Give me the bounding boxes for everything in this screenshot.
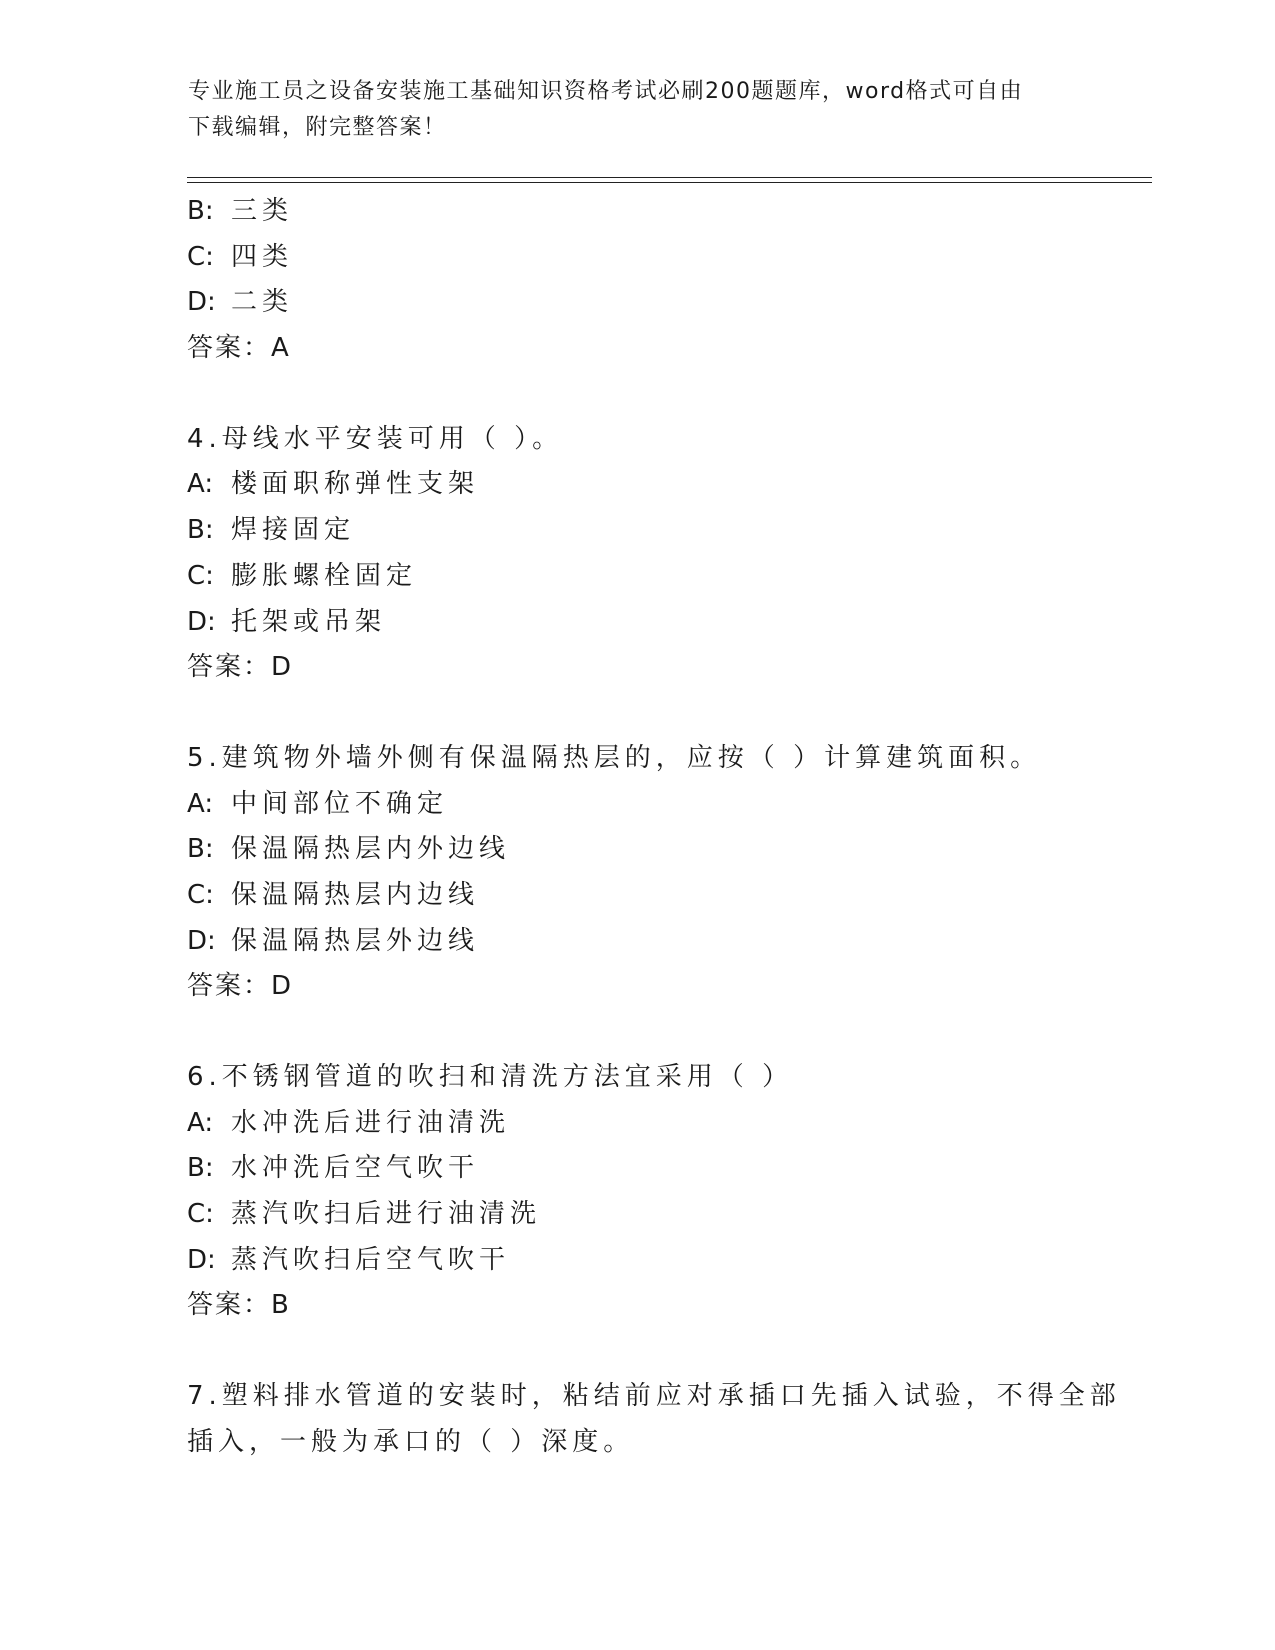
- option-text: 保温隔热层外边线: [231, 925, 480, 956]
- option-key: B:: [187, 1153, 214, 1184]
- option-text: 水冲洗后空气吹干: [231, 1153, 480, 1184]
- option-key: C:: [187, 1199, 214, 1230]
- question-block-5: [187, 736, 1147, 1010]
- option-b: [187, 508, 1147, 554]
- question-list: [187, 189, 1147, 1466]
- option-text: 蒸汽吹扫后进行油清洗: [231, 1199, 542, 1230]
- question-title: 4.母线水平安装可用（ ）。: [187, 423, 564, 454]
- option-text: 蒸汽吹扫后空气吹干: [231, 1244, 511, 1275]
- option-key: C:: [187, 560, 214, 591]
- option-key: D:: [187, 606, 216, 637]
- option-d: [187, 280, 1147, 326]
- option-text: 楼面职称弹性支架: [231, 469, 480, 500]
- option-key: B:: [187, 196, 214, 226]
- answer-line: 答案：D: [187, 971, 294, 1002]
- spacer: [187, 691, 1147, 736]
- option-key: C:: [187, 879, 214, 910]
- option-c: [187, 873, 1147, 919]
- option-d: [187, 600, 1147, 646]
- option-text: 保温隔热层内边线: [231, 879, 480, 910]
- option-b: [187, 827, 1147, 873]
- option-text: 膨胀螺栓固定: [231, 560, 418, 591]
- option-key: D:: [187, 287, 216, 318]
- option-key: A:: [187, 469, 214, 500]
- header-rule-top: [187, 177, 1152, 178]
- option-key: D:: [187, 1244, 216, 1275]
- header-line-2: 下载编辑，附完整答案！: [188, 115, 447, 140]
- question-block-6: [187, 1055, 1147, 1329]
- option-text: 二类: [231, 287, 294, 318]
- question-block-3: [187, 189, 1147, 372]
- document-header: [188, 74, 1088, 146]
- question-title: 6.不锈钢管道的吹扫和清洗方法宜采用（ ）: [187, 1062, 794, 1092]
- option-text: 三类: [231, 196, 294, 226]
- option-a: [187, 462, 1147, 508]
- option-text: 焊接固定: [231, 515, 356, 546]
- answer-line: 答案：A: [187, 333, 291, 364]
- question-block-7: [187, 1374, 1147, 1465]
- option-text: 中间部位不确定: [231, 788, 449, 819]
- header-line-1: 专业施工员之设备安装施工基础知识资格考试必刷200题题库，word格式可自由: [188, 79, 1024, 104]
- question-block-4: [187, 417, 1147, 691]
- option-a: [187, 782, 1147, 828]
- option-d: [187, 919, 1147, 965]
- option-key: B:: [187, 515, 214, 546]
- option-c: [187, 554, 1147, 600]
- question-title-line-2: 插入，一般为承口的（ ）深度。: [187, 1426, 635, 1457]
- question-title-line-1: 7.塑料排水管道的安装时，粘结前应对承插口先插入试验，不得全部: [187, 1381, 1121, 1412]
- option-text: 水冲洗后进行油清洗: [231, 1107, 511, 1138]
- option-key: C:: [187, 241, 214, 272]
- answer-line: 答案：B: [187, 1290, 291, 1321]
- option-d: [187, 1238, 1147, 1284]
- spacer: [187, 372, 1147, 417]
- option-a: [187, 1101, 1147, 1147]
- option-c: [187, 235, 1147, 281]
- option-key: D:: [187, 925, 216, 956]
- header-rule-bottom: [187, 182, 1152, 183]
- spacer: [187, 1010, 1147, 1055]
- option-b: [187, 1146, 1147, 1192]
- option-text: 四类: [231, 241, 294, 272]
- option-key: A:: [187, 1107, 214, 1138]
- option-c: [187, 1192, 1147, 1238]
- option-text: 托架或吊架: [231, 606, 387, 637]
- option-b: [187, 189, 1147, 235]
- answer-line: 答案：D: [187, 652, 294, 683]
- question-title: 5.建筑物外墙外侧有保温隔热层的，应按（ ）计算建筑面积。: [187, 742, 1042, 773]
- option-key: B:: [187, 834, 214, 865]
- option-text: 保温隔热层内外边线: [231, 834, 511, 865]
- option-key: A:: [187, 788, 214, 819]
- spacer: [187, 1329, 1147, 1374]
